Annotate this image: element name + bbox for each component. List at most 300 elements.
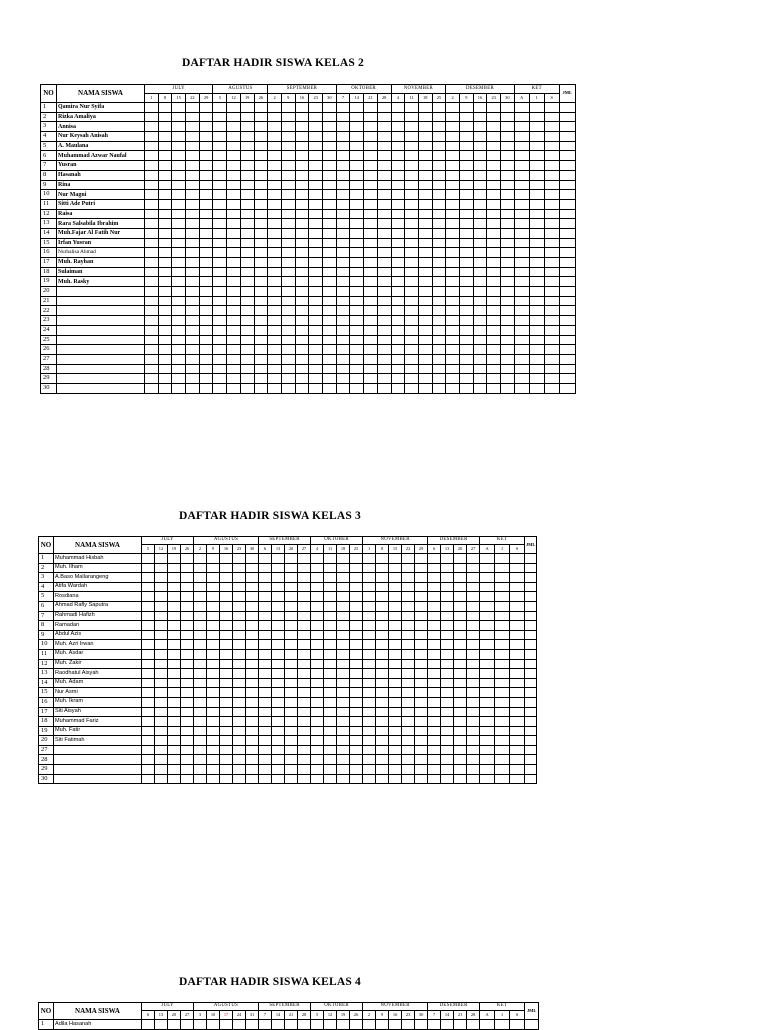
attendance-cell bbox=[324, 630, 337, 640]
attendance-cell bbox=[428, 755, 441, 765]
attendance-cell bbox=[525, 649, 537, 659]
attendance-cell bbox=[418, 151, 432, 161]
attendance-cell bbox=[155, 678, 168, 688]
attendance-cell bbox=[259, 745, 272, 755]
attendance-cell bbox=[336, 103, 350, 113]
row-number: 28 bbox=[39, 755, 54, 765]
attendance-cell bbox=[391, 219, 405, 229]
attendance-cell bbox=[213, 199, 227, 209]
attendance-cell bbox=[364, 306, 378, 316]
ket-col-header: I bbox=[495, 545, 510, 554]
attendance-cell bbox=[350, 287, 364, 297]
attendance-cell bbox=[510, 678, 525, 688]
attendance-cell bbox=[233, 659, 246, 669]
attendance-cell bbox=[402, 755, 415, 765]
attendance-cell bbox=[142, 592, 155, 602]
attendance-cell bbox=[168, 745, 181, 755]
attendance-cell bbox=[272, 573, 285, 583]
attendance-cell bbox=[272, 745, 285, 755]
attendance-cell bbox=[227, 112, 241, 122]
attendance-cell bbox=[389, 697, 402, 707]
attendance-cell bbox=[158, 335, 172, 345]
attendance-cell bbox=[220, 745, 233, 755]
date-header: 14 bbox=[272, 1011, 285, 1020]
attendance-cell bbox=[418, 364, 432, 374]
name-header: NAMA SISWA bbox=[57, 85, 145, 103]
attendance-cell bbox=[298, 745, 311, 755]
attendance-cell bbox=[259, 736, 272, 746]
table-row bbox=[41, 325, 576, 335]
attendance-cell bbox=[295, 132, 309, 142]
attendance-cell bbox=[559, 180, 575, 190]
attendance-cell bbox=[350, 1020, 363, 1030]
attendance-cell bbox=[158, 374, 172, 384]
attendance-cell bbox=[446, 180, 460, 190]
attendance-cell bbox=[155, 717, 168, 727]
attendance-cell bbox=[529, 354, 544, 364]
date-header: 26 bbox=[181, 545, 194, 554]
date-header: 1 bbox=[363, 545, 376, 554]
attendance-cell bbox=[495, 659, 510, 669]
attendance-cell bbox=[336, 132, 350, 142]
attendance-cell bbox=[309, 287, 323, 297]
attendance-cell bbox=[268, 238, 282, 248]
attendance-cell bbox=[145, 141, 159, 151]
attendance-cell bbox=[510, 592, 525, 602]
attendance-cell bbox=[480, 1020, 495, 1030]
attendance-cell bbox=[441, 659, 454, 669]
attendance-cell bbox=[246, 592, 259, 602]
attendance-cell bbox=[559, 287, 575, 297]
attendance-cell bbox=[259, 592, 272, 602]
attendance-cell bbox=[467, 659, 480, 669]
attendance-cell bbox=[525, 592, 537, 602]
attendance-cell bbox=[514, 170, 529, 180]
attendance-cell bbox=[415, 640, 428, 650]
attendance-cell bbox=[186, 383, 200, 393]
attendance-cell bbox=[428, 601, 441, 611]
attendance-cell bbox=[432, 219, 446, 229]
attendance-cell bbox=[309, 219, 323, 229]
attendance-cell bbox=[446, 199, 460, 209]
attendance-cell bbox=[376, 630, 389, 640]
attendance-cell bbox=[213, 180, 227, 190]
attendance-cell bbox=[194, 1020, 207, 1030]
attendance-cell bbox=[168, 765, 181, 775]
attendance-cell bbox=[415, 707, 428, 717]
attendance-cell bbox=[181, 554, 194, 564]
attendance-cell bbox=[529, 190, 544, 200]
attendance-cell bbox=[364, 151, 378, 161]
attendance-cell bbox=[268, 103, 282, 113]
row-number: 13 bbox=[41, 219, 57, 229]
attendance-cell bbox=[529, 180, 544, 190]
attendance-cell bbox=[172, 258, 186, 268]
attendance-cell bbox=[311, 745, 324, 755]
attendance-cell bbox=[495, 601, 510, 611]
attendance-cell bbox=[350, 563, 363, 573]
attendance-cell bbox=[194, 554, 207, 564]
attendance-cell bbox=[199, 219, 213, 229]
attendance-cell bbox=[350, 122, 364, 132]
attendance-cell bbox=[168, 592, 181, 602]
attendance-cell bbox=[428, 630, 441, 640]
attendance-cell bbox=[529, 383, 544, 393]
attendance-cell bbox=[220, 765, 233, 775]
attendance-cell bbox=[268, 219, 282, 229]
attendance-cell bbox=[155, 630, 168, 640]
attendance-cell bbox=[525, 669, 537, 679]
table-row bbox=[39, 707, 537, 717]
attendance-cell bbox=[324, 573, 337, 583]
attendance-cell bbox=[186, 364, 200, 374]
attendance-cell bbox=[158, 258, 172, 268]
attendance-cell bbox=[377, 112, 391, 122]
table-row bbox=[41, 112, 576, 122]
row-number: 2 bbox=[41, 112, 57, 122]
attendance-cell bbox=[544, 238, 559, 248]
attendance-cell bbox=[199, 277, 213, 287]
attendance-cell bbox=[389, 745, 402, 755]
attendance-cell bbox=[446, 219, 460, 229]
attendance-cell bbox=[529, 219, 544, 229]
attendance-cell bbox=[376, 765, 389, 775]
row-number: 14 bbox=[41, 228, 57, 238]
attendance-cell bbox=[487, 132, 501, 142]
attendance-cell bbox=[363, 736, 376, 746]
attendance-cell bbox=[446, 287, 460, 297]
attendance-cell bbox=[459, 190, 473, 200]
attendance-cell bbox=[254, 209, 268, 219]
attendance-cell bbox=[220, 640, 233, 650]
attendance-cell bbox=[194, 736, 207, 746]
attendance-cell bbox=[525, 630, 537, 640]
table-row bbox=[39, 659, 537, 669]
attendance-cell bbox=[487, 325, 501, 335]
attendance-cell bbox=[272, 592, 285, 602]
attendance-cell bbox=[529, 209, 544, 219]
attendance-cell bbox=[525, 573, 537, 583]
attendance-cell bbox=[495, 717, 510, 727]
attendance-cell bbox=[254, 354, 268, 364]
attendance-cell bbox=[376, 717, 389, 727]
attendance-cell bbox=[350, 219, 364, 229]
attendance-cell bbox=[213, 374, 227, 384]
attendance-cell bbox=[336, 122, 350, 132]
attendance-cell bbox=[142, 611, 155, 621]
attendance-cell bbox=[246, 745, 259, 755]
attendance-cell bbox=[364, 335, 378, 345]
attendance-cell bbox=[510, 669, 525, 679]
attendance-cell bbox=[220, 601, 233, 611]
attendance-cell bbox=[389, 621, 402, 631]
date-header: 27 bbox=[298, 545, 311, 554]
attendance-cell bbox=[298, 601, 311, 611]
attendance-cell bbox=[281, 190, 295, 200]
attendance-cell bbox=[459, 383, 473, 393]
attendance-cell bbox=[227, 122, 241, 132]
attendance-cell bbox=[350, 688, 363, 698]
attendance-cell bbox=[158, 277, 172, 287]
attendance-cell bbox=[510, 688, 525, 698]
attendance-cell bbox=[467, 755, 480, 765]
attendance-cell bbox=[324, 1020, 337, 1030]
attendance-cell bbox=[480, 697, 495, 707]
attendance-cell bbox=[432, 228, 446, 238]
attendance-cell bbox=[501, 277, 515, 287]
row-number: 3 bbox=[39, 573, 54, 583]
attendance-cell bbox=[155, 592, 168, 602]
attendance-cell bbox=[207, 630, 220, 640]
attendance-cell bbox=[272, 717, 285, 727]
attendance-cell bbox=[298, 592, 311, 602]
attendance-cell bbox=[501, 209, 515, 219]
attendance-cell bbox=[415, 717, 428, 727]
attendance-cell bbox=[377, 219, 391, 229]
attendance-cell bbox=[268, 228, 282, 238]
attendance-cell bbox=[220, 563, 233, 573]
attendance-cell bbox=[559, 122, 575, 132]
attendance-cell bbox=[158, 238, 172, 248]
attendance-cell bbox=[268, 180, 282, 190]
attendance-cell bbox=[268, 248, 282, 258]
attendance-cell bbox=[324, 659, 337, 669]
date-header: 2 bbox=[194, 545, 207, 554]
attendance-cell bbox=[172, 161, 186, 171]
attendance-cell bbox=[501, 296, 515, 306]
attendance-cell bbox=[233, 765, 246, 775]
attendance-cell bbox=[186, 325, 200, 335]
attendance-cell bbox=[336, 199, 350, 209]
attendance-cell bbox=[336, 383, 350, 393]
attendance-cell bbox=[240, 228, 254, 238]
row-number: 5 bbox=[41, 141, 57, 151]
attendance-cell bbox=[432, 345, 446, 355]
attendance-cell bbox=[514, 228, 529, 238]
attendance-cell bbox=[254, 180, 268, 190]
attendance-cell bbox=[544, 141, 559, 151]
attendance-cell bbox=[220, 678, 233, 688]
attendance-cell bbox=[246, 573, 259, 583]
student-name: Muh. Rasky bbox=[57, 277, 145, 287]
attendance-cell bbox=[142, 774, 155, 784]
month-header: DESEMBER bbox=[428, 1003, 480, 1011]
attendance-cell bbox=[246, 774, 259, 784]
attendance-cell bbox=[309, 141, 323, 151]
attendance-cell bbox=[446, 151, 460, 161]
attendance-cell bbox=[459, 258, 473, 268]
attendance-cell bbox=[285, 630, 298, 640]
attendance-cell bbox=[377, 248, 391, 258]
attendance-cell bbox=[295, 161, 309, 171]
attendance-cell bbox=[220, 688, 233, 698]
attendance-cell bbox=[309, 180, 323, 190]
attendance-cell bbox=[311, 717, 324, 727]
attendance-cell bbox=[432, 287, 446, 297]
attendance-cell bbox=[240, 354, 254, 364]
attendance-cell bbox=[213, 151, 227, 161]
attendance-cell bbox=[254, 170, 268, 180]
attendance-cell bbox=[142, 649, 155, 659]
attendance-cell bbox=[337, 563, 350, 573]
row-number: 19 bbox=[39, 726, 54, 736]
attendance-cell bbox=[514, 364, 529, 374]
attendance-cell bbox=[172, 238, 186, 248]
attendance-cell bbox=[311, 697, 324, 707]
row-number: 7 bbox=[39, 611, 54, 621]
attendance-cell bbox=[246, 601, 259, 611]
attendance-cell bbox=[525, 774, 537, 784]
attendance-cell bbox=[510, 563, 525, 573]
attendance-cell bbox=[285, 554, 298, 564]
attendance-cell bbox=[281, 296, 295, 306]
date-header: 12 bbox=[227, 94, 241, 103]
attendance-cell bbox=[514, 209, 529, 219]
attendance-cell bbox=[432, 141, 446, 151]
row-number: 29 bbox=[39, 765, 54, 775]
attendance-cell bbox=[272, 707, 285, 717]
attendance-cell bbox=[405, 267, 419, 277]
attendance-cell bbox=[405, 296, 419, 306]
attendance-cell bbox=[155, 621, 168, 631]
attendance-cell bbox=[350, 697, 363, 707]
attendance-cell bbox=[240, 103, 254, 113]
attendance-cell bbox=[467, 697, 480, 707]
attendance-cell bbox=[142, 554, 155, 564]
attendance-cell bbox=[418, 190, 432, 200]
attendance-cell bbox=[405, 122, 419, 132]
attendance-cell bbox=[272, 765, 285, 775]
attendance-cell bbox=[501, 325, 515, 335]
attendance-cell bbox=[418, 132, 432, 142]
attendance-cell bbox=[418, 345, 432, 355]
attendance-cell bbox=[501, 383, 515, 393]
attendance-cell bbox=[207, 774, 220, 784]
attendance-cell bbox=[510, 745, 525, 755]
attendance-cell bbox=[501, 122, 515, 132]
attendance-cell bbox=[207, 573, 220, 583]
attendance-cell bbox=[233, 707, 246, 717]
attendance-cell bbox=[285, 669, 298, 679]
attendance-cell bbox=[480, 678, 495, 688]
attendance-cell bbox=[142, 755, 155, 765]
attendance-cell bbox=[199, 209, 213, 219]
attendance-cell bbox=[158, 103, 172, 113]
attendance-cell bbox=[446, 277, 460, 287]
attendance-cell bbox=[172, 354, 186, 364]
attendance-cell bbox=[281, 316, 295, 326]
attendance-cell bbox=[227, 180, 241, 190]
table-row bbox=[39, 611, 537, 621]
attendance-cell bbox=[259, 697, 272, 707]
attendance-cell bbox=[240, 364, 254, 374]
attendance-cell bbox=[336, 364, 350, 374]
attendance-cell bbox=[529, 345, 544, 355]
attendance-cell bbox=[377, 325, 391, 335]
attendance-cell bbox=[155, 1020, 168, 1030]
attendance-cell bbox=[454, 688, 467, 698]
attendance-cell bbox=[376, 611, 389, 621]
attendance-cell bbox=[454, 640, 467, 650]
attendance-cell bbox=[402, 707, 415, 717]
student-name: Raisa bbox=[57, 209, 145, 219]
attendance-cell bbox=[254, 296, 268, 306]
attendance-cell bbox=[199, 132, 213, 142]
attendance-cell bbox=[391, 306, 405, 316]
attendance-cell bbox=[268, 170, 282, 180]
attendance-cell bbox=[529, 306, 544, 316]
attendance-cell bbox=[514, 267, 529, 277]
attendance-cell bbox=[501, 248, 515, 258]
attendance-cell bbox=[441, 601, 454, 611]
attendance-cell bbox=[199, 151, 213, 161]
attendance-cell bbox=[142, 717, 155, 727]
attendance-cell bbox=[298, 573, 311, 583]
attendance-cell bbox=[181, 755, 194, 765]
attendance-cell bbox=[213, 170, 227, 180]
attendance-cell bbox=[233, 726, 246, 736]
row-number: 10 bbox=[41, 190, 57, 200]
attendance-cell bbox=[473, 151, 487, 161]
attendance-cell bbox=[467, 640, 480, 650]
attendance-cell bbox=[405, 219, 419, 229]
attendance-cell bbox=[405, 316, 419, 326]
student-name: Muhammad Azwar Naufal bbox=[57, 151, 145, 161]
attendance-cell bbox=[158, 345, 172, 355]
attendance-cell bbox=[405, 228, 419, 238]
attendance-cell bbox=[364, 277, 378, 287]
attendance-cell bbox=[418, 161, 432, 171]
attendance-cell bbox=[405, 209, 419, 219]
attendance-cell bbox=[309, 228, 323, 238]
attendance-cell bbox=[259, 755, 272, 765]
student-name: Irfan Yusran bbox=[57, 238, 145, 248]
attendance-cell bbox=[309, 248, 323, 258]
attendance-cell bbox=[446, 296, 460, 306]
ket-header: KET bbox=[480, 1003, 525, 1011]
attendance-cell bbox=[350, 238, 364, 248]
attendance-cell bbox=[311, 630, 324, 640]
attendance-cell bbox=[350, 132, 364, 142]
ket-col-header: A bbox=[480, 1011, 495, 1020]
month-header: DESEMBER bbox=[446, 85, 514, 94]
attendance-cell bbox=[559, 345, 575, 355]
attendance-cell bbox=[227, 199, 241, 209]
attendance-cell bbox=[473, 287, 487, 297]
attendance-cell bbox=[364, 383, 378, 393]
table-row bbox=[41, 248, 576, 258]
attendance-cell bbox=[337, 688, 350, 698]
table-row bbox=[39, 601, 537, 611]
attendance-cell bbox=[350, 573, 363, 583]
student-name bbox=[54, 765, 142, 775]
student-name bbox=[57, 383, 145, 393]
attendance-cell bbox=[336, 354, 350, 364]
ket-col-header: S bbox=[510, 1011, 525, 1020]
date-header: 25 bbox=[350, 545, 363, 554]
attendance-cell bbox=[441, 745, 454, 755]
attendance-cell bbox=[199, 258, 213, 268]
attendance-cell bbox=[145, 287, 159, 297]
attendance-cell bbox=[391, 267, 405, 277]
attendance-cell bbox=[168, 688, 181, 698]
attendance-cell bbox=[377, 141, 391, 151]
attendance-cell bbox=[487, 122, 501, 132]
attendance-cell bbox=[220, 774, 233, 784]
student-name: Muh. Adam bbox=[54, 678, 142, 688]
attendance-cell bbox=[254, 316, 268, 326]
attendance-cell bbox=[350, 374, 364, 384]
